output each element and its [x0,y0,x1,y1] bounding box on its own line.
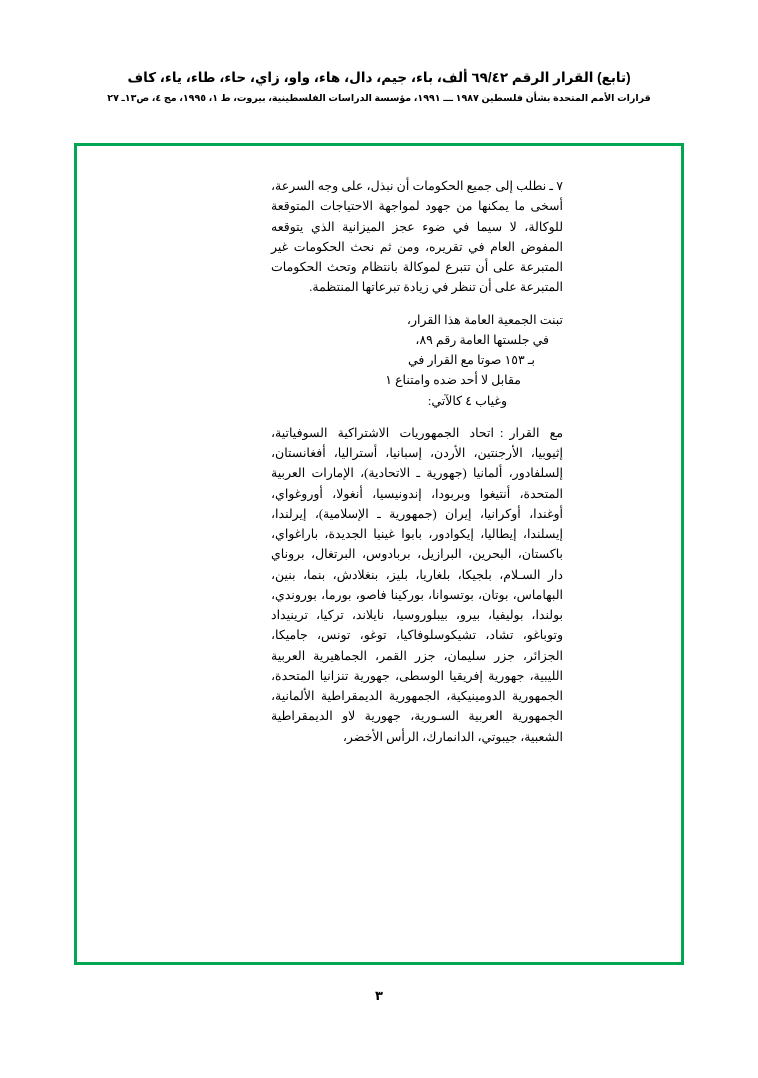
in-favour-label: مع القرار [509,425,564,440]
header-title: (تابع) القرار الرقم ٦٩/٤٢ ألف، باء، جيم، دال، هاء، واو، زاي، حاء، طاء، ياء، كاف [127,70,631,85]
vote-line: في جلستها العامة رقم ٨٩، [415,332,549,347]
paragraph-7: ٧ ـ نطلب إلى جميع الحكومات أن نبذل، على وجه السرعة، أسخى ما يمكنها من جهود لمواجهة الاحتياجات المتوقعة للوكالة، لا سيما في ضوء عجز الميزانية الذي يتوقعه المفوض العام في تقريره، ومن ثم نحث الحكومات غير المتبرعة على أن تتبرع لموكالة بانتظام وتحث الحكومات المتبرعة على أن تنظر في زيادة تبرعاتها المنتظمة. [271,179,563,295]
vote-line: بـ ١٥٣ صوتا مع القرار في [407,353,535,367]
countries-list [271,423,563,747]
vote-line: تبنت الجمعية العامة هذا القرار، [406,312,563,327]
countries-in-favour-block [271,423,563,747]
label-colon: : [499,425,504,440]
page-header [0,68,758,104]
vote-line: وغياب ٤ كالآتي: [427,393,507,408]
vote-summary [271,310,563,411]
countries-text: اتحاد الجمهوريات الاشتراكية السوفياتية، إثيوبيا، الأرجنتين، الأردن، إسبانيا، أستراليا، أفغانستان، إلسلفادور، ألمانيا (جهورية ـ الاتحادية)، الإمارات العربية المتحدة، أنتيغوا وبربودا، إندونيسيا، أنغولا، أوروغواي، أوغندا، أوكرانيا، إيران (جمهورية ـ الإسلامية)، إيرلندا، إيسلندا، إيطاليا، إيكوادور، بابوا غينيا الجديدة، باراغواي، باكستان، البحرين، البرازيل، بربادوس، البرتغال، بروناي دار السـلام، بلجيكا، بلغاريا، بليز، بنغلادش، بنما، بنين، البهاماس، بوتان، بوتسوانا، بوركينا فاصو، بورما، بوروندي، بولندا، بوليفيا، بيرو، بيبلوروسيا، نايلاند، تركيا، ترينيداد وتوباغو، تشاد، تشيكوسلوفاكيا، توغو، تونس، جاميكا، الجزائر، جزر سليمان، جزر القمر، الجماهيرية العربية الليبية، جهورية إفريقيا الوسطى، جهورية تنزانيا المتحدة، الجمهورية الدومينيكية، الجمهورية الديمقراطية الألمانية، الجمهورية العربية السـورية، جهورية لاو الديمقراطية الشعبية، جيبوتي، الدانمارك، الرأس الأخضر، [271,425,563,744]
document-body [271,176,563,747]
header-subtitle: قرارات الأمم المتحدة بشأن فلسطين ١٩٨٧ ـــ ١٩٩١، مؤسسة الدراسات الفلسطينية، بيروت، ط ١، ١٩٩٥، مج ٤، ص١٣ـ ٢٧ [107,93,651,105]
content-frame [74,143,684,965]
page-number: ٣ [375,988,383,1003]
vote-line: مقابل لا أحد ضده وامتناع ١ [385,373,521,388]
